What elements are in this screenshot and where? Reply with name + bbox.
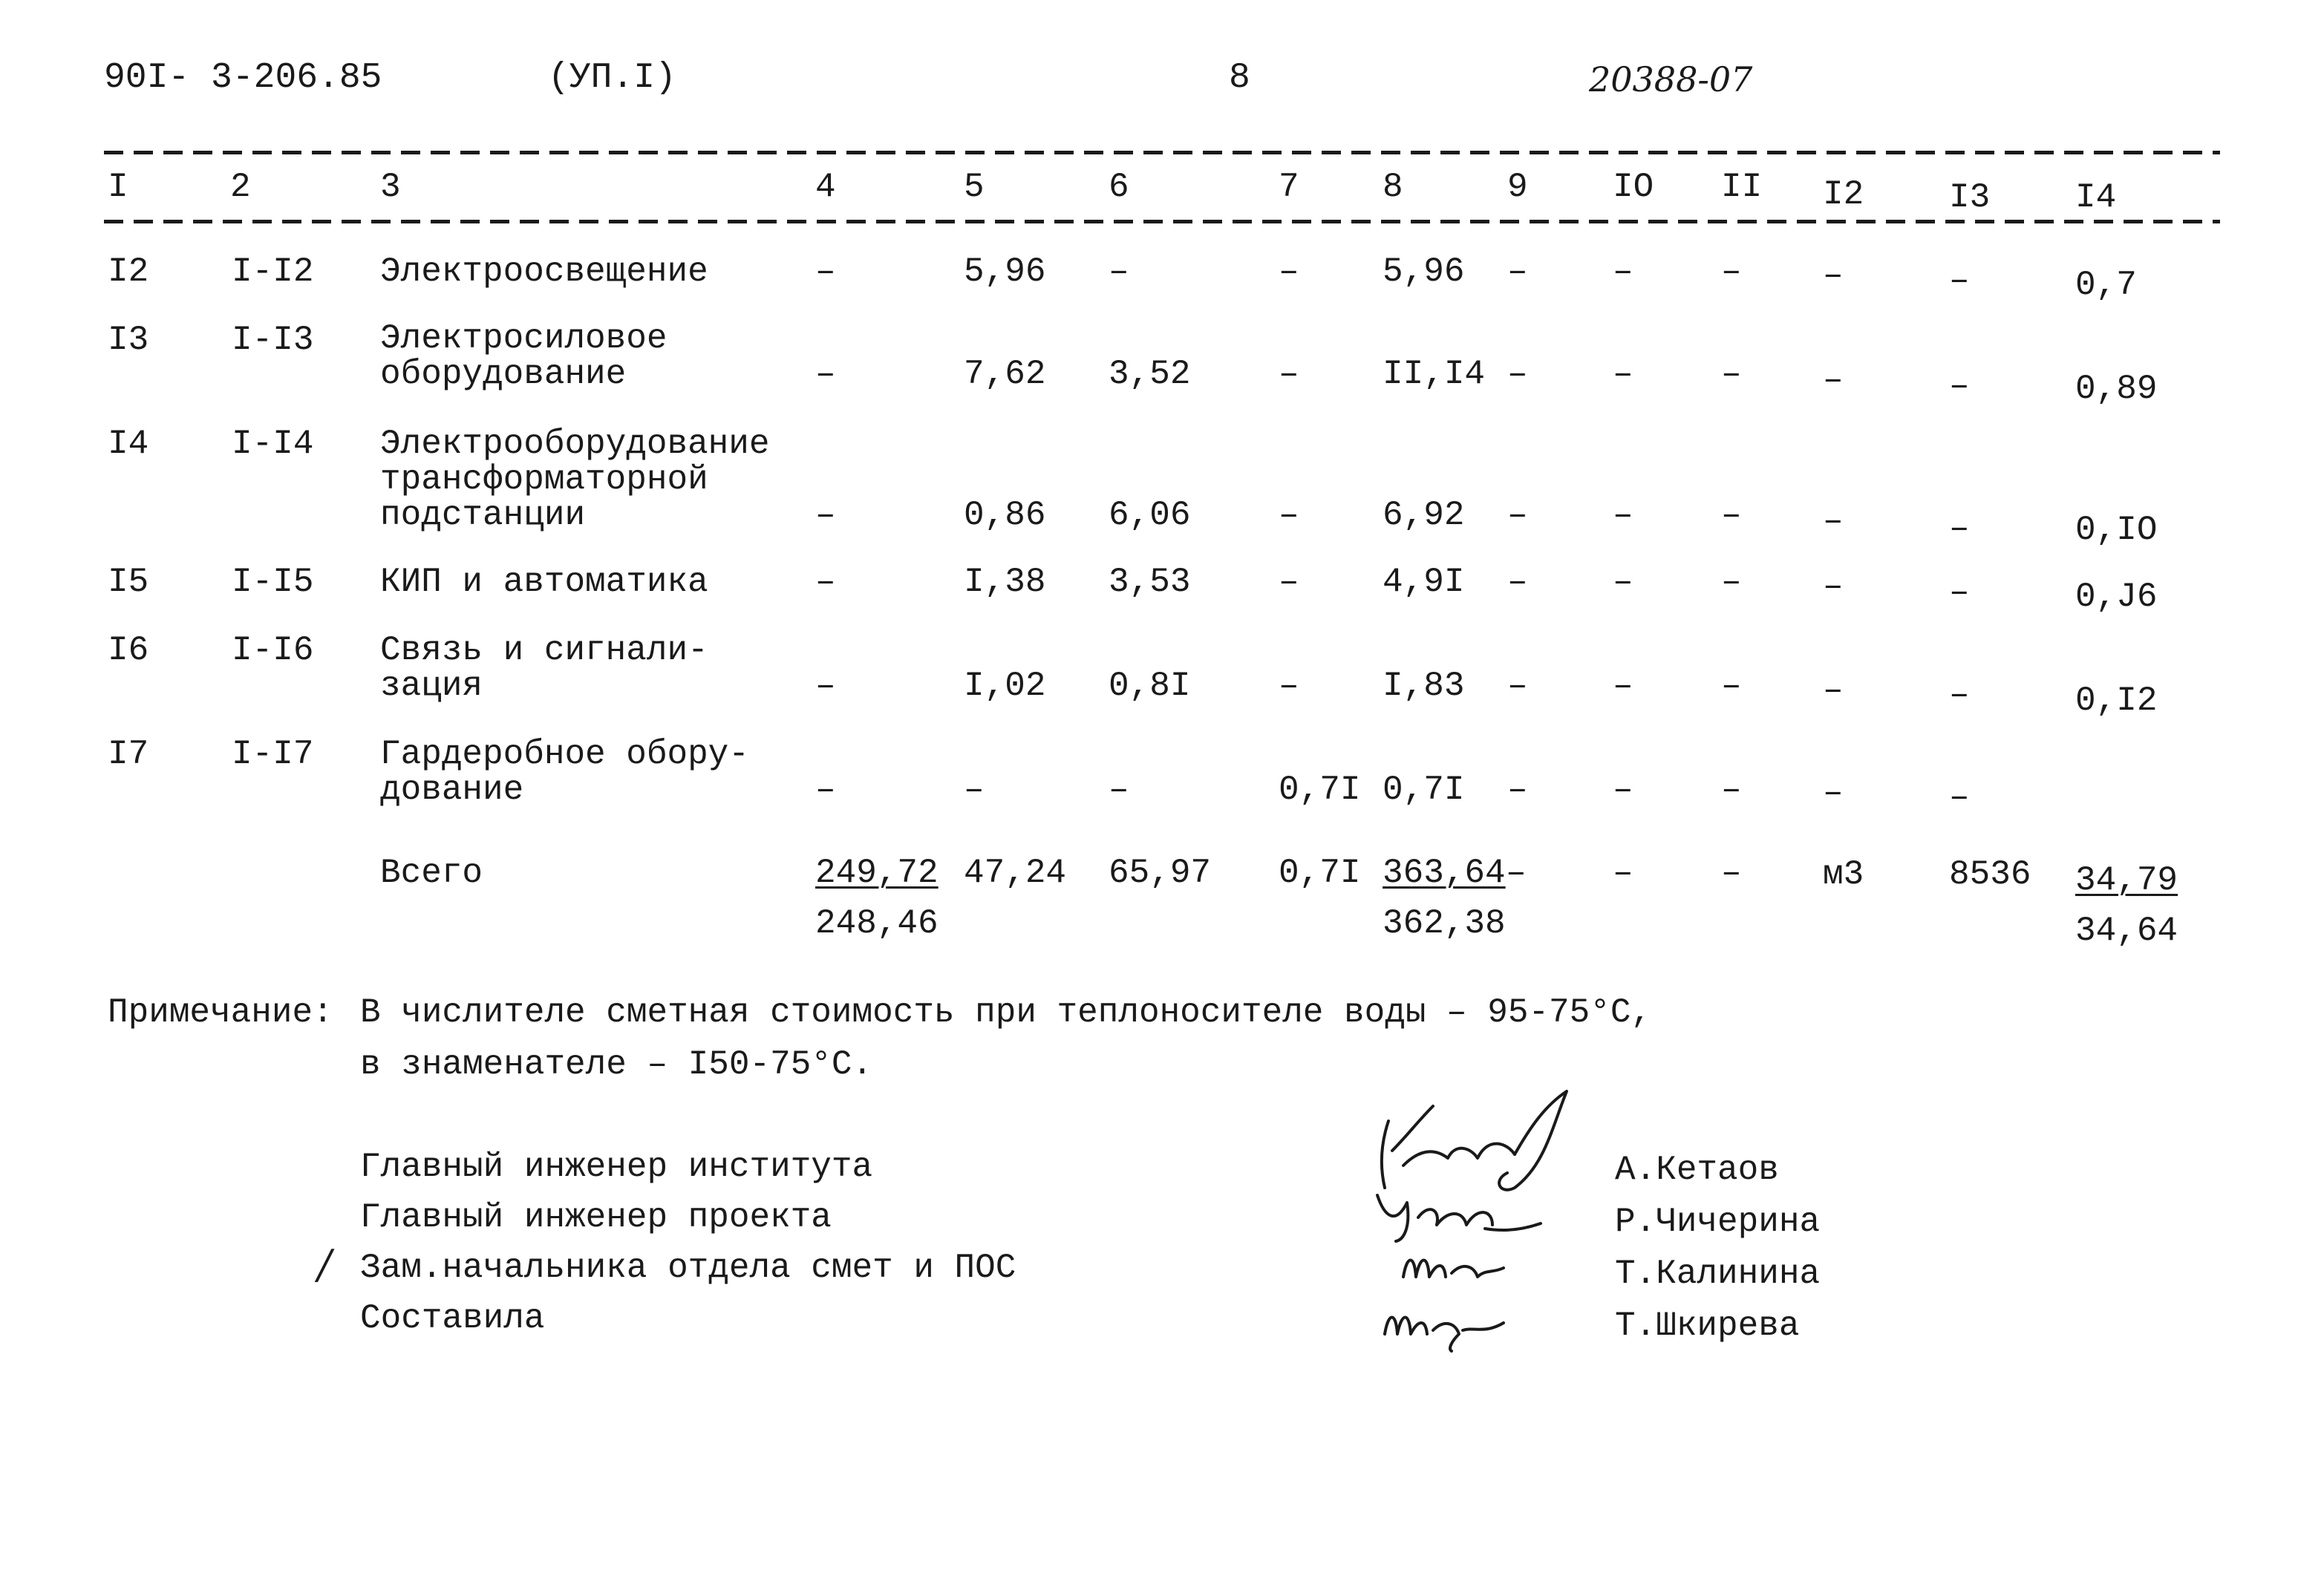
total-col9: – <box>1506 854 1527 892</box>
cell-8: 6,92 <box>1383 496 1465 534</box>
cell-6: – <box>1109 771 1129 809</box>
row-reference: I-I6 <box>232 631 314 670</box>
cell-7: 0,7I <box>1279 771 1361 809</box>
signatory-name: Р.Чичерина <box>1615 1203 1821 1241</box>
col-header-3: 3 <box>380 168 401 206</box>
cell-14: 0,IO <box>2075 511 2158 549</box>
cell-10: – <box>1613 252 1633 291</box>
cell-12: – <box>1823 502 1844 540</box>
table-header-rule <box>104 220 2220 223</box>
cell-9: – <box>1507 771 1528 809</box>
col-header-4: 4 <box>815 168 836 206</box>
cell-13: – <box>1949 573 1970 612</box>
row-reference: I-I2 <box>232 252 314 291</box>
col-header-6: 6 <box>1109 168 1129 206</box>
cell-11: – <box>1721 252 1742 291</box>
total-col14-denominator: 34,64 <box>2075 912 2178 950</box>
row-name: КИП и автоматика <box>380 563 708 601</box>
cell-5: – <box>964 771 985 809</box>
cell-14: 0,J6 <box>2075 578 2158 616</box>
cell-12: – <box>1823 567 1844 606</box>
cell-12: – <box>1823 361 1844 399</box>
cell-4: – <box>815 355 836 393</box>
row-number: I7 <box>108 735 149 774</box>
page-number: 8 <box>1229 58 1250 98</box>
signature-chicherina <box>1374 1188 1544 1247</box>
cell-7: – <box>1279 355 1299 393</box>
row-name: Электроосвещение <box>380 252 708 291</box>
cell-4: – <box>815 252 836 291</box>
cell-5: 7,62 <box>964 355 1046 393</box>
signature-kalinina <box>1400 1247 1511 1292</box>
cell-12: – <box>1823 671 1844 710</box>
cell-13: – <box>1949 367 1970 405</box>
cell-5: 0,86 <box>964 496 1046 534</box>
signatory-title: Составила <box>360 1299 545 1338</box>
cell-5: 5,96 <box>964 252 1046 291</box>
col-header-11: II <box>1721 168 1763 206</box>
doc-code: 90I- 3-206.85 <box>104 58 382 98</box>
cell-10: – <box>1613 667 1633 705</box>
cell-4: – <box>815 771 836 809</box>
total-col8-denominator: 362,38 <box>1383 904 1506 943</box>
col-header-2: 2 <box>230 168 251 206</box>
cell-14: 0,I2 <box>2075 681 2158 720</box>
col-header-5: 5 <box>964 168 985 206</box>
row-number: I2 <box>108 252 149 291</box>
cell-8: 0,7I <box>1383 771 1465 809</box>
cell-13: – <box>1949 509 1970 548</box>
cell-11: – <box>1721 496 1742 534</box>
row-reference: I-I4 <box>232 425 314 463</box>
cell-13: – <box>1949 778 1970 817</box>
row-reference: I-I3 <box>232 321 314 359</box>
cell-13: – <box>1949 676 1970 714</box>
row-number: I4 <box>108 425 149 463</box>
note-line-2: в знаменателе – I50-75°С. <box>360 1045 873 1084</box>
cell-14: 0,89 <box>2075 370 2158 408</box>
total-label: Всего <box>380 854 483 892</box>
cell-11: – <box>1721 355 1742 393</box>
cell-10: – <box>1613 563 1633 601</box>
col-header-9: 9 <box>1507 168 1528 206</box>
row-name: Гардеробное обору- дование <box>380 735 749 809</box>
total-col12-unit: м3 <box>1823 855 1864 894</box>
col-header-7: 7 <box>1279 168 1299 206</box>
signatory-title: Главный инженер проекта <box>360 1198 832 1237</box>
total-col8-numerator: 363,64 <box>1383 854 1506 892</box>
signature-shkireva <box>1381 1301 1507 1353</box>
cell-11: – <box>1721 563 1742 601</box>
total-col6: 65,97 <box>1109 854 1212 892</box>
cell-9: – <box>1507 355 1528 393</box>
col-header-8: 8 <box>1383 168 1403 206</box>
approval-tick-mark: / <box>318 1241 332 1288</box>
cell-8: 5,96 <box>1383 252 1465 291</box>
cell-8: 4,9I <box>1383 563 1465 601</box>
total-col4-denominator: 248,46 <box>815 904 939 943</box>
cell-7: – <box>1279 252 1299 291</box>
col-header-12: I2 <box>1823 175 1864 214</box>
signatory-name: Т.Калинина <box>1615 1255 1821 1293</box>
cell-10: – <box>1613 355 1633 393</box>
total-col14-numerator: 34,79 <box>2075 861 2178 900</box>
cell-5: I,02 <box>964 667 1046 705</box>
album-label: (УП.I) <box>548 58 676 98</box>
cell-6: 6,06 <box>1109 496 1191 534</box>
cell-6: – <box>1109 252 1129 291</box>
cell-5: I,38 <box>964 563 1046 601</box>
cell-4: – <box>815 563 836 601</box>
col-header-1: I <box>108 168 128 206</box>
cell-12: – <box>1823 774 1844 812</box>
total-col4-numerator: 249,72 <box>815 854 939 892</box>
col-header-14: I4 <box>2075 178 2117 217</box>
cell-14: 0,7 <box>2075 266 2137 304</box>
total-col13: 8536 <box>1949 855 2031 894</box>
cell-7: – <box>1279 667 1299 705</box>
row-name: Электрооборудование трансформаторной подстанции <box>380 425 770 534</box>
row-number: I5 <box>108 563 149 601</box>
note-label: Примечание: <box>108 993 333 1032</box>
cell-12: – <box>1823 256 1844 295</box>
cell-9: – <box>1507 252 1528 291</box>
cell-7: – <box>1279 496 1299 534</box>
cell-6: 0,8I <box>1109 667 1191 705</box>
cell-10: – <box>1613 496 1633 534</box>
signatory-name: А.Кетаов <box>1615 1151 1779 1189</box>
cell-8: I,83 <box>1383 667 1465 705</box>
row-name: Электросиловое оборудование <box>380 319 668 393</box>
cell-4: – <box>815 667 836 705</box>
cell-6: 3,52 <box>1109 355 1191 393</box>
row-reference: I-I7 <box>232 735 314 774</box>
row-name: Связь и сигнали- зация <box>380 631 708 705</box>
cell-7: – <box>1279 563 1299 601</box>
note-line-1: В числителе сметная стоимость при теплоносителе воды – 95-75°С, <box>360 993 1652 1032</box>
row-number: I3 <box>108 321 149 359</box>
signatory-name: Т.Шкирева <box>1615 1307 1800 1345</box>
signatory-title: Зам.начальника отдела смет и ПОС <box>360 1249 1016 1287</box>
cell-4: – <box>815 496 836 534</box>
signatory-title: Главный инженер института <box>360 1148 873 1186</box>
cell-11: – <box>1721 771 1742 809</box>
col-header-13: I3 <box>1949 178 1991 217</box>
cell-11: – <box>1721 667 1742 705</box>
cell-13: – <box>1949 261 1970 300</box>
total-col11: – <box>1721 854 1742 892</box>
table-top-rule <box>104 151 2220 154</box>
col-header-10: IO <box>1613 168 1654 206</box>
cell-6: 3,53 <box>1109 563 1191 601</box>
cell-9: – <box>1507 496 1528 534</box>
cell-9: – <box>1507 667 1528 705</box>
cell-8: II,I4 <box>1383 355 1486 393</box>
total-col7: 0,7I <box>1279 854 1361 892</box>
total-col5: 47,24 <box>964 854 1067 892</box>
row-reference: I-I5 <box>232 563 314 601</box>
cell-10: – <box>1613 771 1633 809</box>
row-number: I6 <box>108 631 149 670</box>
signature-ketaov <box>1366 1076 1589 1203</box>
cell-9: – <box>1507 563 1528 601</box>
total-col10: – <box>1613 854 1633 892</box>
sheet-code: 20388-07 <box>1589 59 1753 99</box>
